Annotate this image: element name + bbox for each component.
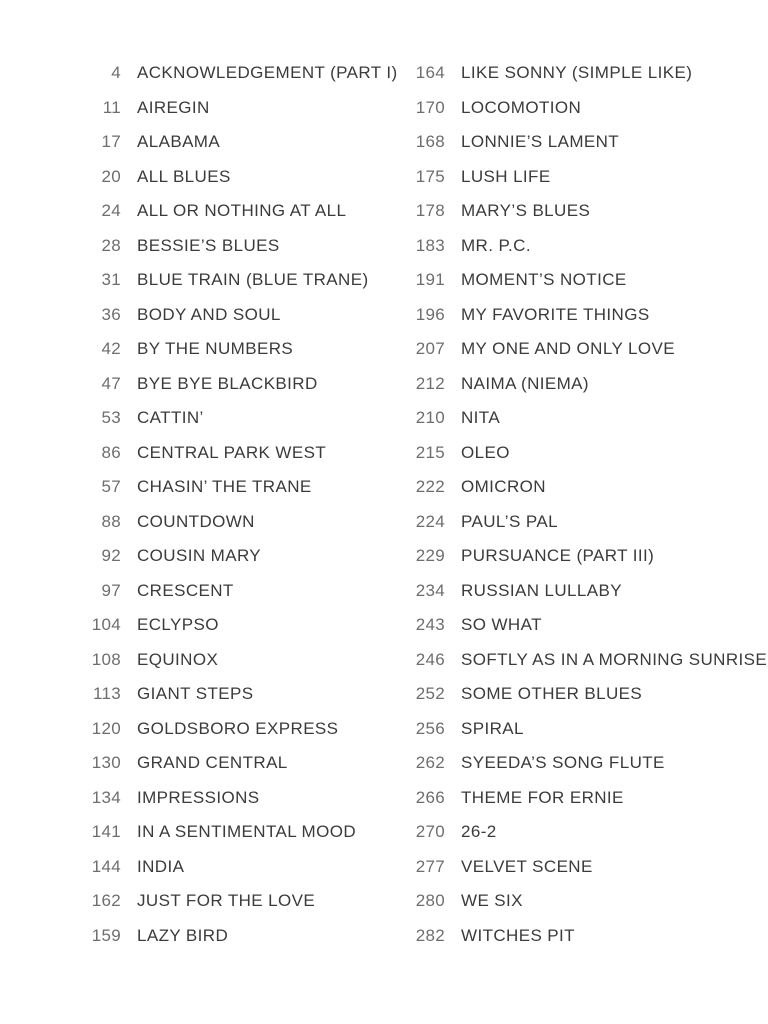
toc-entry: [0, 229, 324, 264]
page-number: 183: [415, 235, 445, 255]
toc-entry: [324, 539, 768, 574]
song-title: SOME OTHER BLUES: [461, 684, 643, 703]
page-number: 256: [415, 718, 445, 738]
toc-entry: [324, 470, 768, 505]
song-title: ALL OR NOTHING AT ALL: [137, 201, 347, 220]
page-number: 234: [415, 580, 445, 600]
song-title: GOLDSBORO EXPRESS: [137, 718, 339, 738]
page-number: 262: [415, 753, 445, 772]
page-number: 252: [415, 684, 445, 703]
toc-entry: [324, 160, 768, 195]
song-title: BESSIE’S BLUES: [137, 235, 280, 255]
page-number: 164: [415, 63, 445, 82]
page-number: 17: [101, 132, 121, 151]
song-title: COUSIN MARY: [137, 546, 262, 565]
song-title: SYEEDA’S SONG FLUTE: [461, 753, 665, 772]
song-title: PAUL’S PAL: [461, 511, 558, 531]
page-number: 113: [92, 684, 121, 703]
page-number: 11: [102, 97, 121, 117]
toc-entry: [0, 298, 324, 333]
toc-entry: [324, 436, 768, 471]
page-number: 170: [415, 97, 445, 117]
toc-entry: [324, 850, 768, 885]
song-title: COUNTDOWN: [137, 511, 255, 531]
toc-entry: [0, 91, 324, 126]
toc-entry: [324, 746, 768, 781]
toc-entry: [0, 781, 324, 816]
toc-entry: [0, 332, 324, 367]
toc-entry: [324, 229, 768, 264]
song-title: ALL BLUES: [137, 166, 231, 186]
toc-entry: [324, 332, 768, 367]
toc-column-right: [324, 56, 768, 953]
song-title: ECLYPSO: [137, 615, 219, 634]
toc-entry: [0, 194, 347, 229]
page-number: 224: [415, 511, 445, 531]
toc-entry: [0, 850, 324, 885]
page-number: 141: [91, 822, 121, 841]
song-title: SO WHAT: [461, 615, 542, 634]
toc-entry: [0, 919, 324, 954]
toc-entry: [324, 781, 768, 816]
toc-entry: [0, 470, 324, 505]
song-title: WE SIX: [461, 891, 523, 910]
song-title: EQUINOX: [137, 649, 219, 669]
toc-entry: [324, 263, 768, 298]
song-title: MARY’S BLUES: [461, 201, 591, 220]
page-number: 24: [101, 201, 121, 220]
song-title: LUSH LIFE: [461, 166, 551, 186]
page-number: 215: [415, 442, 445, 462]
page-number: 282: [415, 925, 445, 945]
toc-entry: [0, 712, 339, 747]
song-title: SPIRAL: [461, 718, 524, 738]
song-title: BLUE TRAIN (BLUE TRANE): [137, 270, 369, 289]
toc-entry: [0, 677, 324, 712]
song-title: THEME FOR ERNIE: [461, 787, 624, 807]
page-number: 191: [415, 270, 445, 289]
toc-entry: [324, 919, 768, 954]
toc-entry: [324, 712, 768, 747]
page-number: 196: [415, 304, 445, 324]
toc-entry: [0, 574, 324, 609]
song-title: JUST FOR THE LOVE: [137, 891, 316, 910]
toc-column-left: [0, 56, 398, 953]
page-number: 159: [91, 925, 121, 945]
toc-entry: [0, 608, 324, 643]
song-title: LOCOMOTION: [461, 97, 582, 117]
song-title: BY THE NUMBERS: [137, 339, 294, 358]
song-title: CENTRAL PARK WEST: [137, 442, 327, 462]
toc-entry: [324, 884, 768, 919]
song-title: AIREGIN: [137, 97, 210, 117]
toc-entry: [0, 436, 327, 471]
toc-entry: [0, 643, 324, 678]
song-title: PURSUANCE (PART III): [461, 546, 655, 565]
song-title: CATTIN’: [137, 408, 204, 427]
page-number: 134: [91, 787, 121, 807]
page-number: 97: [101, 580, 121, 600]
page-number: 178: [415, 201, 445, 220]
song-title: BODY AND SOUL: [137, 304, 281, 324]
song-title: MY FAVORITE THINGS: [461, 304, 650, 324]
toc-entry: [0, 56, 398, 91]
page-number: 210: [415, 408, 445, 427]
page-number: 20: [101, 166, 121, 186]
page-number: 162: [91, 891, 121, 910]
song-title: ALABAMA: [137, 132, 221, 151]
page-number: 222: [415, 477, 445, 496]
song-title: GRAND CENTRAL: [137, 753, 288, 772]
toc-entry: [324, 56, 768, 91]
song-title: CRESCENT: [137, 580, 234, 600]
page-number: 277: [415, 856, 445, 876]
page-number: 42: [101, 339, 121, 358]
song-title: VELVET SCENE: [461, 856, 593, 876]
toc-entry: [0, 539, 324, 574]
toc-entry: [324, 643, 768, 678]
toc-entry: [0, 401, 324, 436]
page-number: 53: [101, 408, 121, 427]
song-title: MY ONE AND ONLY LOVE: [461, 339, 675, 358]
toc-entry: [324, 574, 768, 609]
song-title: OLEO: [461, 442, 510, 462]
toc-entry: [324, 298, 768, 333]
page-number: 47: [101, 373, 121, 393]
toc-entry: [0, 505, 324, 540]
page-number: 108: [91, 649, 121, 669]
song-title: MOMENT’S NOTICE: [461, 270, 627, 289]
page-number: 92: [101, 546, 121, 565]
song-title: NAIMA (NIEMA): [461, 373, 589, 393]
toc-entry: [324, 505, 768, 540]
song-title: OMICRON: [461, 477, 546, 496]
page-number: 86: [101, 442, 121, 462]
song-title: WITCHES PIT: [461, 925, 575, 945]
toc-entry: [324, 815, 768, 850]
song-title: GIANT STEPS: [137, 684, 254, 703]
song-title: IMPRESSIONS: [137, 787, 260, 807]
page-number: 270: [415, 822, 445, 841]
page-number: 207: [415, 339, 445, 358]
page-number: 31: [101, 270, 121, 289]
page-number: 28: [101, 235, 121, 255]
toc-entry: [324, 677, 768, 712]
toc-entry: [324, 608, 768, 643]
song-title: ACKNOWLEDGEMENT (PART I): [137, 63, 398, 82]
toc-entry: [324, 401, 768, 436]
song-title: IN A SENTIMENTAL MOOD: [137, 822, 357, 841]
toc-entry: [0, 125, 324, 160]
song-title: LIKE SONNY (SIMPLE LIKE): [461, 63, 693, 82]
toc-entry: [0, 160, 324, 195]
page-number: 4: [111, 63, 121, 82]
toc-entry: [0, 884, 324, 919]
song-title: CHASIN’ THE TRANE: [137, 477, 312, 496]
toc-entry: [324, 91, 768, 126]
song-title: RUSSIAN LULLABY: [461, 580, 622, 600]
page-number: 57: [101, 477, 121, 496]
toc-entry: [0, 815, 357, 850]
song-title: INDIA: [137, 856, 185, 876]
page-number: 280: [415, 891, 445, 910]
toc-entry: [324, 367, 768, 402]
song-title: MR. P.C.: [461, 235, 531, 255]
toc-entry: [0, 367, 324, 402]
song-title: LONNIE’S LAMENT: [461, 132, 620, 151]
page-number: 144: [91, 856, 121, 876]
page-number: 104: [91, 615, 121, 634]
page-number: 229: [415, 546, 445, 565]
page-number: 212: [415, 373, 445, 393]
song-title: BYE BYE BLACKBIRD: [137, 373, 318, 393]
page-number: 246: [415, 649, 445, 669]
song-title: 26-2: [461, 822, 497, 841]
toc-entry: [0, 263, 369, 298]
song-title: NITA: [461, 408, 501, 427]
page-number: 243: [415, 615, 445, 634]
page-number: 88: [101, 511, 121, 531]
page-number: 36: [101, 304, 121, 324]
toc-entry: [324, 125, 768, 160]
song-title: SOFTLY AS IN A MORNING SUNRISE: [461, 649, 768, 669]
song-title: LAZY BIRD: [137, 925, 229, 945]
page-number: 120: [91, 718, 121, 738]
page-number: 266: [415, 787, 445, 807]
page-number: 168: [415, 132, 445, 151]
toc-entry: [0, 746, 324, 781]
page-number: 130: [91, 753, 121, 772]
toc-entry: [324, 194, 768, 229]
page-number: 175: [415, 166, 445, 186]
